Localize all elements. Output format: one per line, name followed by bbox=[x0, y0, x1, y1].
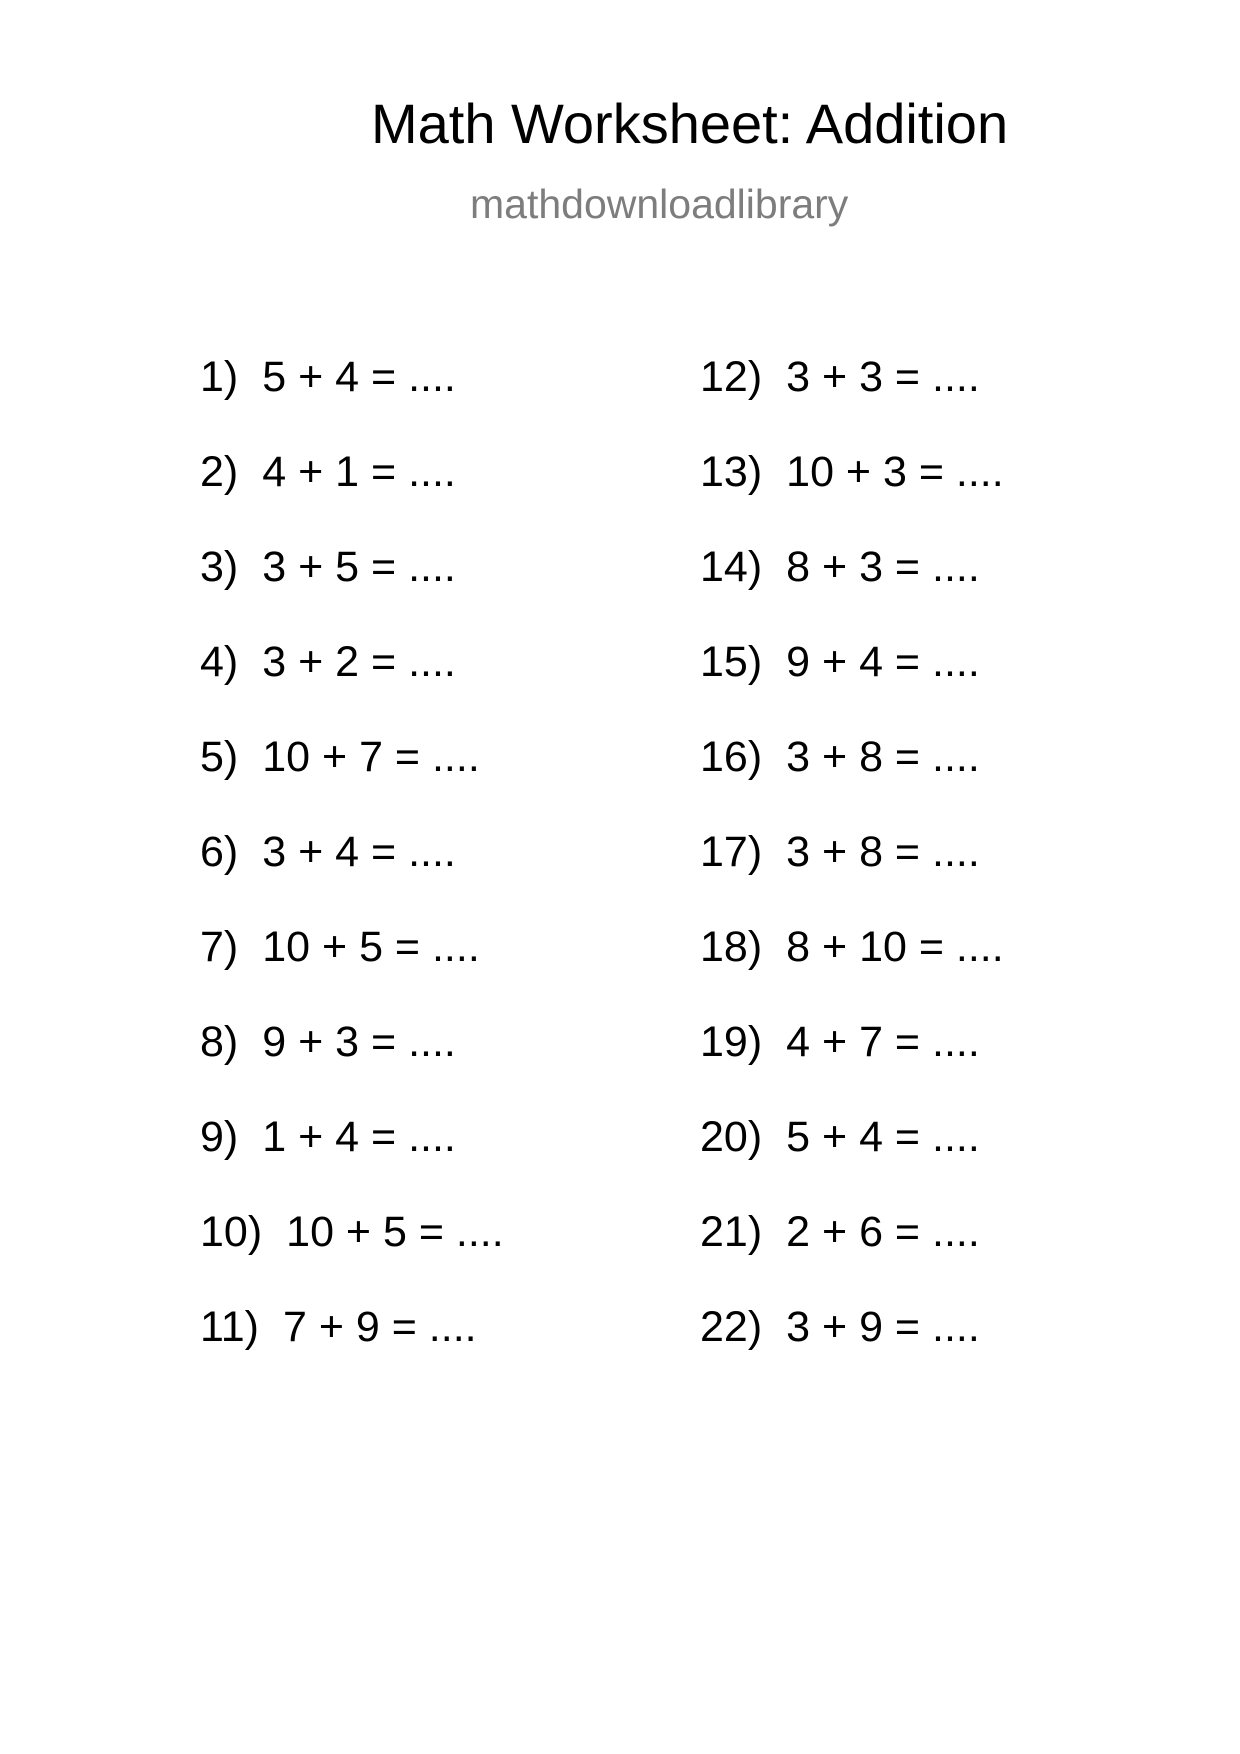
problem-number: 2) bbox=[200, 448, 239, 496]
problem-item bbox=[700, 542, 1004, 637]
problem-expression: 8 + 3 = .... bbox=[786, 543, 980, 591]
worksheet-source: mathdownloadlibrary bbox=[470, 181, 849, 227]
problem-item bbox=[700, 732, 1004, 827]
problem-number: 7) bbox=[200, 923, 239, 971]
problem-number: 20) bbox=[700, 1113, 763, 1161]
problem-column-left bbox=[200, 352, 504, 1397]
problem-item bbox=[200, 922, 504, 1017]
problem-number: 17) bbox=[700, 828, 763, 876]
problem-expression: 8 + 10 = .... bbox=[786, 923, 1004, 971]
problem-expression: 10 + 7 = .... bbox=[262, 733, 480, 781]
problem-item bbox=[200, 352, 504, 447]
problem-number: 8) bbox=[200, 1018, 239, 1066]
problem-item bbox=[200, 732, 504, 827]
problem-item bbox=[200, 1302, 504, 1397]
problem-number: 13) bbox=[700, 448, 763, 496]
problem-number: 11) bbox=[200, 1303, 259, 1351]
problem-item bbox=[200, 1207, 504, 1302]
problem-item bbox=[200, 542, 504, 637]
problem-item bbox=[700, 447, 1004, 542]
problem-item bbox=[700, 637, 1004, 732]
problem-expression: 3 + 8 = .... bbox=[786, 828, 980, 876]
problem-number: 5) bbox=[200, 733, 239, 781]
problem-number: 21) bbox=[700, 1208, 763, 1256]
problem-number: 16) bbox=[700, 733, 763, 781]
problem-number: 14) bbox=[700, 543, 763, 591]
problem-number: 3) bbox=[200, 543, 239, 591]
problem-expression: 3 + 5 = .... bbox=[262, 543, 456, 591]
problem-item bbox=[700, 827, 1004, 922]
problem-expression: 10 + 5 = .... bbox=[286, 1208, 504, 1256]
problem-expression: 1 + 4 = .... bbox=[262, 1113, 456, 1161]
problem-expression: 5 + 4 = .... bbox=[262, 353, 456, 401]
problem-item bbox=[700, 922, 1004, 1017]
problem-item bbox=[700, 1207, 1004, 1302]
problem-number: 10) bbox=[200, 1208, 263, 1256]
problem-number: 6) bbox=[200, 828, 239, 876]
problem-item bbox=[200, 1017, 504, 1112]
problem-column-right bbox=[700, 352, 1004, 1397]
worksheet-title: Math Worksheet: Addition bbox=[371, 92, 1009, 155]
problem-number: 12) bbox=[700, 353, 763, 401]
problem-expression: 3 + 3 = .... bbox=[786, 353, 980, 401]
problem-number: 19) bbox=[700, 1018, 763, 1066]
problem-expression: 3 + 4 = .... bbox=[262, 828, 456, 876]
problem-item bbox=[200, 637, 504, 732]
problem-number: 1) bbox=[200, 353, 239, 401]
problem-expression: 9 + 4 = .... bbox=[786, 638, 980, 686]
problem-expression: 3 + 8 = .... bbox=[786, 733, 980, 781]
problem-expression: 9 + 3 = .... bbox=[262, 1018, 456, 1066]
problem-expression: 3 + 9 = .... bbox=[786, 1303, 980, 1351]
problem-expression: 7 + 9 = .... bbox=[282, 1303, 477, 1351]
problem-expression: 4 + 1 = .... bbox=[262, 448, 456, 496]
problem-number: 9) bbox=[200, 1113, 239, 1161]
problem-expression: 4 + 7 = .... bbox=[786, 1018, 980, 1066]
problem-item bbox=[200, 447, 504, 542]
problem-number: 18) bbox=[700, 923, 763, 971]
problem-number: 22) bbox=[700, 1303, 763, 1351]
problem-item bbox=[700, 1017, 1004, 1112]
problem-number: 4) bbox=[200, 638, 239, 686]
problem-expression: 10 + 3 = .... bbox=[786, 448, 1004, 496]
problem-item bbox=[700, 1112, 1004, 1207]
problem-item bbox=[700, 1302, 1004, 1397]
problem-expression: 10 + 5 = .... bbox=[262, 923, 480, 971]
problem-item bbox=[200, 827, 504, 922]
problem-expression: 3 + 2 = .... bbox=[262, 638, 456, 686]
problem-expression: 2 + 6 = .... bbox=[786, 1208, 980, 1256]
problem-number: 15) bbox=[700, 638, 763, 686]
problem-item bbox=[700, 352, 1004, 447]
problem-expression: 5 + 4 = .... bbox=[786, 1113, 980, 1161]
problem-item bbox=[200, 1112, 504, 1207]
